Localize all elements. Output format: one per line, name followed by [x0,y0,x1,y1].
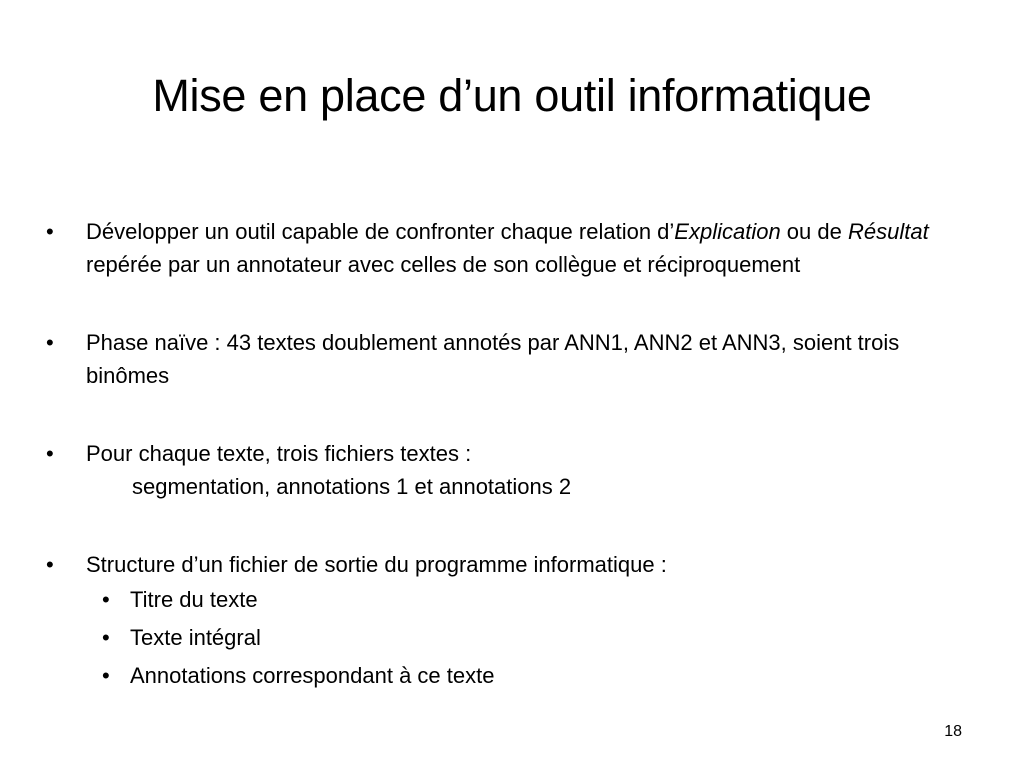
sub-bullet-list [46,581,976,695]
bullet-list [46,215,976,695]
sub-bullet-item: • Annotations correspondant à ce texte [46,657,976,695]
bullet-text: Pour chaque texte, trois fichiers textes : [86,441,472,466]
bullet-item-develop-tool [46,215,976,281]
continuation-text: segmentation, annotations 1 et annotations 2 [132,474,572,499]
bullet-item-output-structure [46,548,976,581]
bullet-item-text-files [46,437,976,470]
bullet-text: repérée par un annotateur avec celles de son collègue et réciproquement [86,252,801,277]
bullet-text: ou de [780,219,848,244]
page-number: 18 [944,723,962,740]
sub-bullet-item: • Titre du texte [46,581,976,619]
sub-list-container [46,581,976,695]
sub-bullet-item: • Texte intégral [46,619,976,657]
bullet-text: Développer un outil capable de confronter chaque relation d’ [86,219,675,244]
slide-title: Mise en place d’un outil informatique [152,70,872,121]
bullet-continuation-line [46,470,976,503]
bullet-text: Structure d’un fichier de sortie du programme informatique : [86,552,667,577]
bullet-text: Phase naïve : 43 textes doublement annotés par ANN1, ANN2 et ANN3, soient trois binômes [86,330,900,388]
bullet-emphasis-explication: Explication [674,219,781,244]
bullet-item-naive-phase [46,326,976,392]
bullet-emphasis-resultat: Résultat [847,219,929,244]
